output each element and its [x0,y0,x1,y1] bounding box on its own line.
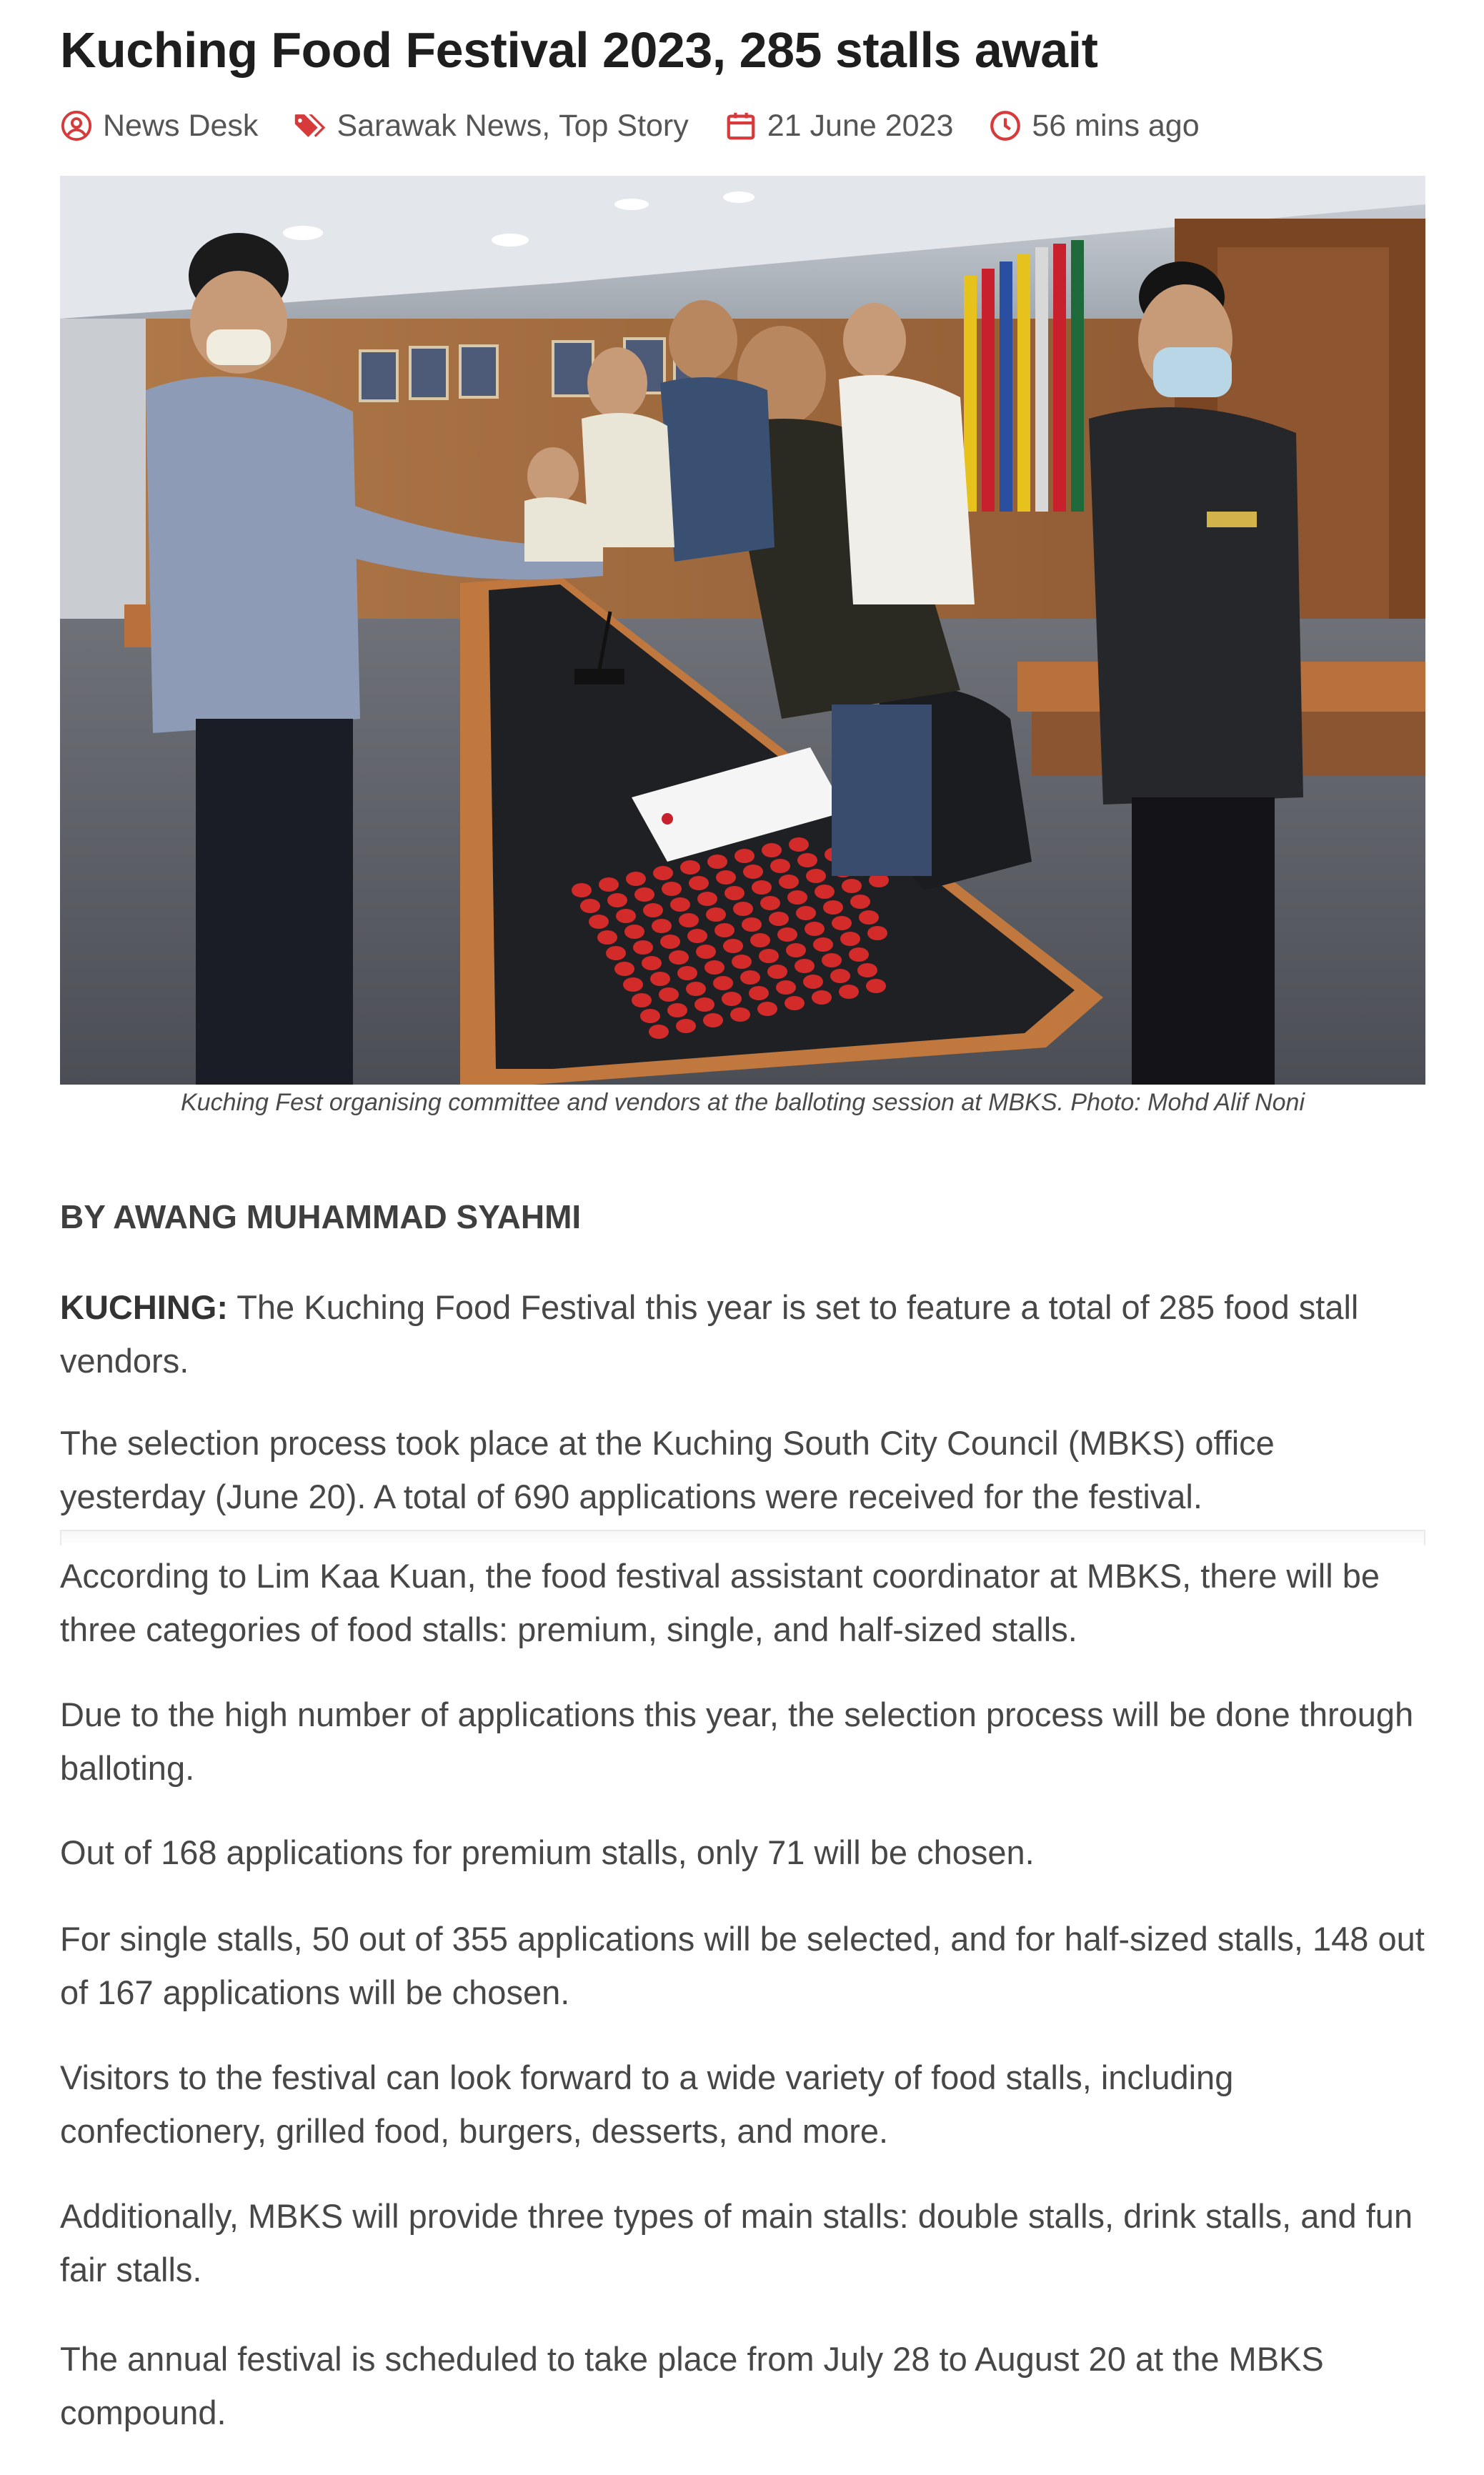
paragraph: Visitors to the festival can look forward to a wide variety of food stalls, including confectionery, grilled food, burgers, desserts, and more. [60,2058,1234,2150]
ballot-token [703,1013,723,1027]
ballot-token [589,915,609,929]
ballot-token [597,930,617,945]
ballot-token [599,877,619,892]
ballot-token [732,955,752,969]
ballot-token [815,885,835,899]
ballot-token [623,977,643,992]
ballot-token [680,860,700,875]
ballot-token [752,880,772,895]
meta-time [989,109,1199,144]
paragraph: The annual festival is scheduled to take place from July 28 to August 20 at the MBKS compound. [60,2340,1324,2431]
paragraph: According to Lim Kaa Kuan, the food festival assistant coordinator at MBKS, there will be three categories of food stalls: premium, single, and half-sized stalls. [60,1557,1380,1648]
ballot-token [697,892,717,906]
ballot-token [797,853,817,867]
ballot-token [730,1007,750,1022]
user-circle-icon [60,109,93,142]
ballot-token [830,969,850,983]
category-link[interactable]: Top Story [559,108,689,143]
ballot-token [713,976,733,990]
ballot-token [770,859,790,873]
dateline: KUCHING: [60,1288,228,1326]
paragraph [60,1280,1425,1388]
image-caption: Kuching Fest organising committee and vendors at the balloting session at MBKS. Photo: Mohd Alif Noni [180,1089,1305,1116]
ballot-token [624,925,644,939]
ballot-token [760,896,780,910]
ballot-token [742,917,762,932]
ballot-token [722,992,742,1006]
ballot-token [724,886,745,900]
ballot-token [859,910,879,925]
ballot-token [806,869,826,883]
ballot-token [850,895,870,909]
ballot-token [606,946,626,960]
ballot-token [759,949,779,963]
ballot-token [723,939,743,953]
ballot-token [779,875,799,889]
ballot-token [822,953,842,967]
ballot-token [653,866,673,880]
ballot-token [789,837,809,852]
ballot-token [572,883,592,897]
ballot-token [867,926,887,940]
ballot-token [769,912,789,926]
article-meta [60,107,1235,144]
ballot-token [777,927,797,942]
ballot-token [716,870,736,885]
ballot-token [706,907,726,922]
ballot-token [686,982,706,996]
ballot-token [679,913,699,927]
ballot-token [707,855,727,869]
paragraph: Out of 168 applications for premium stalls, only 71 will be chosen. [60,1833,1035,1871]
ballot-token [714,923,734,937]
byline: BY AWANG MUHAMMAD SYAHMI [60,1198,582,1235]
balloting-session-photo [60,176,1425,1085]
ballot-token [652,919,672,933]
meta-author [60,109,258,144]
paragraph: For single stalls, 50 out of 355 applications will be selected, and for half-sized stalls, 148 out of 167 applications will be chosen. [60,1920,1425,2011]
ballot-token [734,849,755,863]
ballot-token [660,935,680,949]
ballot-token [795,959,815,973]
ballot-token [767,965,787,979]
publish-date: 21 June 2023 [767,108,954,143]
relative-time: 56 mins ago [1032,108,1200,143]
ballot-token [839,985,859,999]
ballot-token [696,945,716,959]
paragraph-text: The Kuching Food Festival this year is set to feature a total of 285 food stall vendors. [60,1288,1359,1380]
ballot-token [614,962,634,976]
ballot-token [849,947,869,962]
ballot-token [776,980,796,995]
ballot-token [749,986,769,1000]
ballot-token [677,966,697,980]
ballot-token [762,843,782,857]
ballot-token [704,960,724,975]
ballot-token [650,972,670,986]
ballot-token [607,893,627,907]
clock-icon [989,109,1022,142]
ballot-token [669,950,689,965]
ballot-token [616,909,636,923]
ballot-token [866,979,886,993]
ballot-token [786,943,806,957]
ballot-token [633,940,653,955]
calendar-icon [724,109,757,142]
ballot-token [626,872,646,886]
ballot-token [842,879,862,893]
paragraph: The selection process took place at the Kuching South City Council (MBKS) office yesterday (June 20). A total of 690 applications were received for the festival. [60,1424,1275,1515]
ballot-token [580,899,600,913]
ballot-token [823,900,843,915]
ballot-token [640,1009,660,1023]
ballot-token [757,1002,777,1016]
article-title: Kuching Food Festival 2023, 285 stalls await [60,22,1098,78]
ballot-token [840,932,860,946]
category-separator: , [542,108,559,143]
ballot-token [813,937,833,952]
ballot-token [832,916,852,930]
content-divider [60,1530,1425,1545]
ballot-token [662,882,682,896]
ballot-token [750,933,770,947]
ballot-token [670,897,690,912]
ballot-token [805,922,825,936]
category-link[interactable]: Sarawak News [337,108,542,143]
ballot-token [667,1003,687,1017]
paragraph: Additionally, MBKS will provide three types of main stalls: double stalls, drink stalls, and fun fair stalls. [60,2197,1413,2289]
ballot-token [659,987,679,1002]
ballot-token [643,903,663,917]
ballot-token [857,963,877,977]
ballot-token [634,887,654,902]
meta-categories [294,109,688,144]
ballot-token [632,993,652,1007]
ballot-token [785,996,805,1010]
ballot-token [740,970,760,985]
ballot-token [642,956,662,970]
ballot-token [676,1019,696,1033]
ballot-token [694,997,714,1012]
ballot-token [787,890,807,905]
ballot-token [733,902,753,916]
author-link[interactable]: News Desk [103,108,259,143]
ballot-token [689,876,709,890]
ballot-token [803,975,823,989]
ballot-token [743,865,763,879]
paragraph: Due to the high number of applications this year, the selection process will be done through balloting. [60,1695,1414,1787]
ballot-token [812,990,832,1005]
tags-icon [294,109,327,142]
ballot-token [687,929,707,943]
meta-date [724,109,954,144]
ballot-token [649,1025,669,1039]
ballot-token [796,906,816,920]
article-photo [60,176,1425,1085]
